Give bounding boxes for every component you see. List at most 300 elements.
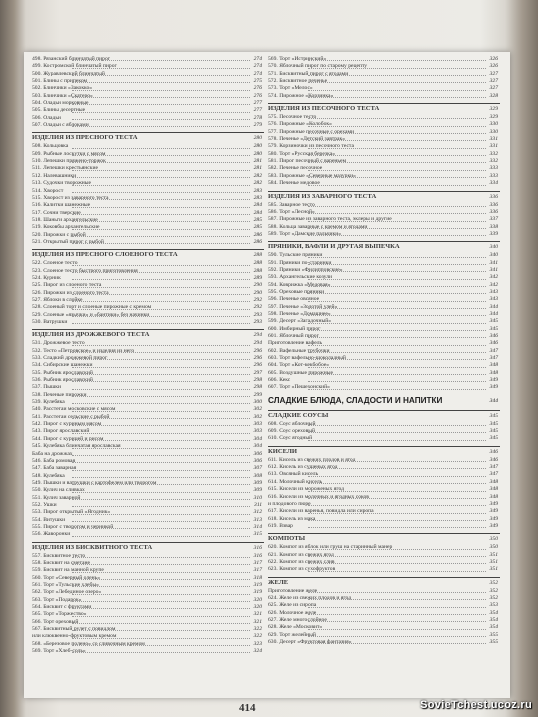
entry-title: 552. Ушки: [32, 501, 57, 508]
toc-entry: [32, 582, 264, 589]
entry-title: 621. Компот из свежих ягод: [268, 551, 334, 558]
entry-page: 340: [489, 244, 498, 251]
entry-title: 566. Торт ореховый: [32, 618, 79, 625]
entry-title: 554. Витушки: [32, 516, 66, 523]
entry-title: 541. Расстегаи сельские с рыбой: [32, 413, 110, 420]
entry-title: 630. Десерт «Фруктовая фантазия»: [268, 639, 352, 645]
entry-title: 508. Кольцовка: [32, 143, 69, 150]
entry-title: 613. Овсяный кисель: [268, 471, 319, 478]
entry-title: 576. Пирожные «Колобок»: [268, 121, 332, 128]
entry-page: 317: [253, 559, 262, 566]
toc-entry: [32, 180, 264, 187]
toc-entry: [32, 524, 264, 531]
entry-title: 522. Слоеное тесто: [32, 260, 78, 267]
entry-page: 352: [489, 579, 498, 586]
major-heading: [268, 395, 500, 407]
entry-title: 569. Торт «Хлеб-соль»: [32, 648, 86, 655]
entry-page: 306: [253, 450, 262, 457]
entry-page: 336: [489, 201, 498, 208]
entry-title: 549. Пышки и ватрушки с картофелем или творогом: [32, 479, 157, 486]
entry-page: 337: [489, 216, 498, 223]
toc-entry: [268, 523, 500, 530]
entry-page: 345: [489, 325, 498, 332]
entry-title: КОМПОТЫ: [268, 535, 306, 543]
toc-entry: [32, 188, 264, 195]
toc-entry: [32, 210, 264, 217]
entry-title: 620. Компот из яблок или груш на старинный манер: [268, 544, 393, 551]
toc-entry: [268, 559, 500, 566]
entry-title: 551. Кулич заварной: [32, 494, 81, 501]
toc-entry: [32, 480, 264, 487]
entry-title: 624. Желе из свежих плодов и ягод: [268, 594, 352, 601]
toc-entry: [268, 282, 500, 289]
entry-title: 592. Пряники «Филипповские»: [268, 266, 343, 273]
entry-title: 608. Соус яблочный: [268, 420, 316, 427]
entry-page: 347: [489, 464, 498, 471]
section-heading: [268, 191, 500, 202]
entry-title: ИЗДЕЛИЯ ИЗ ПРЕСНОГО ТЕСТА: [32, 134, 138, 142]
toc-entry: [32, 370, 264, 377]
entry-page: 333: [489, 172, 498, 179]
entry-page: 327: [489, 85, 498, 92]
toc-entry: [268, 63, 500, 70]
entry-title: 614. Молочный кисель: [268, 478, 323, 485]
toc-entry: [32, 78, 264, 85]
entry-page: 311: [254, 501, 262, 508]
entry-page: 278: [253, 114, 262, 121]
entry-page: 289: [253, 274, 262, 281]
entry-page: 280: [253, 135, 262, 142]
entry-page: 317: [253, 567, 262, 574]
entry-page: 314: [253, 523, 262, 530]
toc-entry: [268, 370, 500, 377]
entry-title: 519. Коковбы архангельские: [32, 224, 100, 231]
entry-page: 309: [253, 479, 262, 486]
toc-entry: [32, 421, 264, 428]
toc-entry: [32, 604, 264, 611]
toc-entry: [32, 619, 264, 626]
toc-entry: [32, 451, 264, 458]
entry-page: 331: [489, 136, 498, 143]
entry-page: 326: [489, 63, 498, 70]
entry-page: 313: [253, 516, 262, 523]
toc-entry: [268, 274, 500, 281]
entry-page: 350: [489, 544, 498, 551]
toc-entry: [268, 617, 500, 624]
entry-title: КИСЕЛИ: [268, 447, 298, 455]
toc-entry: [268, 457, 500, 464]
toc-entry: [32, 115, 264, 122]
entry-title: СЛАДКИЕ БЛЮДА, СЛАДОСТИ И НАПИТКИ: [268, 395, 443, 405]
entry-title: 590. Тульские пряники: [268, 252, 323, 259]
entry-title: Баба на дрожжах: [32, 450, 73, 457]
entry-page: 330: [489, 128, 498, 135]
toc-entry: [32, 312, 264, 319]
entry-title: 559. Бисквит на манной крупе: [32, 567, 104, 574]
toc-entry: [268, 224, 500, 231]
entry-title: 619. Взвар: [268, 522, 293, 529]
watermark: SovieTchest.ucoz.ru: [420, 699, 532, 711]
toc-entry: [32, 611, 264, 618]
entry-title: 545. Кулебяка блинчатая ярославская: [32, 443, 121, 450]
entry-title: 565. Торт «Торжество»: [32, 611, 87, 618]
toc-entry: [268, 516, 500, 523]
toc-entry: [32, 406, 264, 413]
entry-title: 514. Хворост: [32, 187, 64, 194]
entry-title: 521. Открытый пирог с рыбой: [32, 238, 104, 245]
toc-entry: [32, 436, 264, 443]
toc-entry: [268, 56, 500, 63]
entry-title: 550. Кулич на сливках: [32, 487, 85, 494]
section-heading: [32, 132, 264, 143]
entry-page: 344: [489, 310, 498, 317]
entry-title: 503. Блинчики «Скатеро»: [32, 92, 93, 99]
entry-title: 610. Соус ягодный: [268, 435, 313, 442]
toc-entry: [268, 471, 500, 478]
entry-title: 548. Кулебяка: [32, 472, 65, 479]
entry-page: 348: [489, 362, 498, 369]
entry-title: 627. Желе многослойное: [268, 616, 327, 623]
entry-page: 282: [253, 180, 262, 187]
toc-entry: [268, 260, 500, 267]
toc-entry: [268, 267, 500, 274]
entry-title: Приготовление вафель: [268, 340, 323, 347]
entry-page: 315: [253, 531, 262, 538]
entry-page: 286: [253, 238, 262, 245]
entry-page: 303: [253, 428, 262, 435]
entry-page: 355: [489, 639, 498, 645]
entry-page: 346: [489, 448, 498, 455]
toc-entry: [32, 531, 264, 538]
entry-page: 352: [489, 594, 498, 601]
toc-entry: [268, 311, 500, 318]
entry-title: 517. Сочни тверские: [32, 209, 81, 216]
entry-title: 602. Вафельные трубочки: [268, 347, 330, 354]
entry-page: 312: [253, 509, 262, 516]
entry-page: 336: [489, 193, 498, 200]
entry-title: 570. Яблочный пирог по старому рецепту: [268, 63, 368, 70]
toc-entry: [268, 362, 500, 369]
entry-title: 528. Слоеный торт и слоеные пирожные с кремом: [32, 304, 152, 311]
entry-page: 294: [253, 340, 262, 347]
entry-page: 275: [253, 78, 262, 85]
toc-entry: [32, 377, 264, 384]
entry-page: 316: [253, 544, 262, 551]
toc-entry: [268, 114, 500, 121]
entry-page: 277: [253, 100, 262, 107]
toc-entry: [268, 296, 500, 303]
toc-entry: [268, 384, 500, 391]
entry-page: 347: [489, 471, 498, 478]
page-number: 414: [239, 702, 256, 714]
entry-title: 581. Пирог песочный с вареньем: [268, 158, 346, 165]
entry-page: 303: [253, 421, 262, 428]
entry-title: 539. Кулебяка: [32, 399, 65, 406]
entry-page: 350: [489, 536, 498, 543]
section-heading: [268, 533, 500, 544]
entry-title: ЖЕЛЕ: [268, 578, 289, 586]
entry-page: 340: [489, 252, 498, 259]
toc-entry: [268, 136, 500, 143]
toc-entry: [32, 158, 264, 165]
entry-title: 577. Пирожные песочные с орехами: [268, 128, 354, 135]
toc-entry: [32, 107, 264, 114]
entry-page: 284: [253, 209, 262, 216]
entry-page: 349: [489, 384, 498, 391]
entry-title: 515. Хворост из заварного теста: [32, 194, 109, 201]
entry-page: 292: [253, 296, 262, 303]
toc-entry: [268, 632, 500, 639]
toc-entry: [32, 165, 264, 172]
entry-title: 558. Бисквит на сметане: [32, 559, 90, 566]
toc-entry: [32, 260, 264, 267]
entry-title: 573. Торт «Мелос»: [268, 85, 313, 92]
entry-page: 329: [489, 114, 498, 121]
entry-page: 294: [253, 332, 262, 339]
entry-title: 623. Компот из сухофруктов: [268, 566, 336, 573]
toc-entry: [32, 443, 264, 450]
toc-entry: [32, 239, 264, 246]
toc-entry: [32, 173, 264, 180]
toc-entry: [32, 384, 264, 391]
entry-page: 345: [489, 435, 498, 442]
entry-title: 505. Блины десертные: [32, 107, 86, 114]
entry-title: 594. Коврижка «Медовая»: [268, 281, 331, 288]
entry-page: 346: [489, 333, 498, 339]
entry-page: 310: [253, 494, 262, 501]
toc-entry: [268, 165, 500, 172]
entry-title: 584. Печенье медовое: [268, 180, 320, 187]
toc-entry: [268, 602, 500, 609]
entry-title: 524. Курник: [32, 274, 61, 281]
entry-page: 343: [489, 288, 498, 295]
toc-entry: [268, 318, 500, 325]
entry-page: 288: [253, 260, 262, 267]
entry-title: 537. Пышки: [32, 384, 62, 391]
entry-title: 531. Дрожжевое тесто: [32, 340, 85, 347]
entry-title: 557. Бисквитное тесто: [32, 552, 86, 559]
entry-page: 304: [253, 435, 262, 442]
entry-title: 523. Слоеное тесто быстрого приготовления: [32, 267, 138, 274]
entry-title: 526. Пирожки из слоеного теста: [32, 289, 109, 296]
toc-entry: [268, 428, 500, 435]
entry-title: 600. Имбирный пирог: [268, 325, 321, 332]
entry-title: 561. Торт «Тульские хлебы»: [32, 582, 99, 588]
entry-page: 296: [253, 355, 262, 362]
entry-page: 342: [489, 274, 498, 281]
toc-entry: [268, 158, 500, 165]
entry-title: 498. Рязанский блинчатый пирог: [32, 56, 111, 62]
entry-title: 546. Баба ромовая: [32, 457, 76, 464]
entry-page: 345: [489, 428, 498, 435]
entry-title: 617. Кисели из варенья, повидла или сиропа: [268, 508, 374, 515]
entry-page: 321: [253, 611, 262, 618]
entry-title: 606. Кекс: [268, 377, 291, 384]
toc-entry: [268, 304, 500, 311]
entry-page: 352: [489, 587, 498, 594]
toc-entry: [32, 473, 264, 480]
toc-entry: [32, 633, 264, 640]
toc-entry: [268, 340, 500, 347]
toc-entry: [268, 464, 500, 471]
entry-page: 353: [489, 602, 498, 609]
toc-entry: [32, 517, 264, 524]
section-heading: [32, 329, 264, 340]
entry-page: 297: [253, 369, 262, 376]
entry-title: 591. Пряники по-старинки: [268, 259, 332, 266]
entry-title: 529. Слоеные «язычки» и «бантики» без начинки: [32, 311, 150, 318]
toc-entry: [32, 232, 264, 239]
entry-page: 281: [253, 158, 262, 165]
entry-title: 555. Пирог с творогом и черникой: [32, 523, 114, 530]
entry-title: 607. Торт «Пешехонский»: [268, 384, 330, 391]
entry-title: 538. Печеные пирожки: [32, 391, 87, 398]
entry-title: 625. Желе из сиропа: [268, 602, 317, 609]
toc-entry: [32, 268, 264, 275]
toc-entry: [268, 121, 500, 128]
entry-page: 354: [489, 616, 498, 623]
toc-entry: [32, 319, 264, 326]
toc-entry: [32, 275, 264, 282]
entry-page: 349: [489, 508, 498, 515]
entry-title: СЛАДКИЕ СОУСЫ: [268, 411, 329, 419]
toc-entry: [268, 209, 500, 216]
entry-page: 338: [489, 223, 498, 230]
toc-entry: [32, 304, 264, 311]
entry-title: 604. Торт «Кот-кекбобое»: [268, 362, 330, 369]
toc-entry: [32, 575, 264, 582]
entry-title: 618. Кисель из мака: [268, 515, 316, 522]
entry-page: 348: [489, 369, 498, 376]
entry-title: 603. Торт вафельно-шоколадный: [268, 355, 346, 362]
toc-entry: [268, 435, 500, 442]
toc-entry: [32, 509, 264, 516]
toc-entry: [268, 595, 500, 602]
toc-entry: [32, 458, 264, 465]
toc-entry: [268, 202, 500, 209]
entry-title: 542. Пирог с куриным мясом: [32, 421, 102, 428]
toc-entry: [268, 252, 500, 259]
toc-entry: [32, 502, 264, 509]
entry-title: 579. Корзиночки из песочного теста: [268, 143, 354, 150]
toc-entry: [32, 63, 264, 70]
toc-entry: [32, 355, 264, 362]
entry-title: 500. Журавлевский блинчатый: [32, 70, 105, 77]
entry-title: 583. Пирожные «Северные мазурки»: [268, 172, 356, 179]
toc-entry: [268, 216, 500, 223]
toc-entry: [268, 78, 500, 85]
entry-page: 286: [253, 231, 262, 238]
toc-entry: [268, 93, 500, 100]
entry-page: 281: [253, 165, 262, 172]
section-heading: [268, 103, 500, 114]
entry-page: 346: [489, 340, 498, 347]
toc-entry: [32, 392, 264, 399]
toc-entry: [32, 290, 264, 297]
entry-page: 277: [253, 107, 262, 114]
entry-title: 575. Песочное тесто: [268, 114, 317, 121]
entry-page: 320: [253, 596, 262, 603]
entry-title: и плодового пюре: [268, 500, 311, 507]
toc-entry: [268, 231, 500, 238]
entry-page: 331: [489, 143, 498, 150]
entry-page: 282: [253, 172, 262, 179]
toc-entry: [268, 143, 500, 150]
entry-page: 309: [253, 487, 262, 494]
entry-title: ИЗДЕЛИЯ ИЗ ЗАВАРНОГО ТЕСТА: [268, 192, 377, 200]
entry-title: 596. Печенье овсяное: [268, 296, 320, 303]
right-column: [268, 56, 500, 646]
entry-page: 307: [253, 465, 262, 472]
entry-page: 299: [253, 391, 262, 398]
entry-page: 345: [489, 412, 498, 419]
entry-title: 553. Пирог открытый «Ягодник»: [32, 509, 111, 516]
entry-page: 349: [489, 377, 498, 384]
entry-title: 574. Пирожное «Корзинка»: [268, 92, 334, 99]
toc-entry: [32, 151, 264, 158]
entry-page: 322: [253, 626, 262, 633]
entry-page: 341: [489, 259, 498, 266]
entry-title: 525. Пирог из слоеного теста: [32, 282, 102, 289]
entry-title: 585. Заварное тесто: [268, 201, 315, 208]
toc-entry: [32, 399, 264, 406]
entry-title: 628. Желе «Московит»: [268, 624, 323, 631]
entry-page: 349: [489, 522, 498, 529]
toc-entry: [32, 71, 264, 78]
entry-title: 597. Печенье «Золотой улей»: [268, 303, 338, 310]
entry-page: 351: [489, 558, 498, 565]
toc-entry: [268, 180, 500, 187]
entry-title: 534. Сибирские шанежки: [32, 362, 93, 369]
toc-entry: [32, 465, 264, 472]
toc-entry: [268, 71, 500, 78]
entry-page: 349: [489, 515, 498, 522]
entry-title: 544. Пирог с курицей и рисом: [32, 435, 104, 442]
entry-title: или клюквенно-фруктовым кремом: [32, 633, 117, 640]
entry-page: 342: [489, 281, 498, 288]
entry-title: 504. Оладьи морковные: [32, 100, 89, 107]
entry-title: 578. Печенье «Детский завтрак»: [268, 136, 346, 143]
entry-page: 319: [253, 589, 262, 596]
entry-page: 283: [253, 194, 262, 201]
section-heading: [32, 542, 264, 553]
entry-title: 543. Пирог ярославский: [32, 428, 90, 435]
toc-entry: [32, 282, 264, 289]
toc-entry: [268, 326, 500, 333]
entry-title: 540. Расстегаи московские с мясом: [32, 406, 116, 413]
toc-entry: [268, 129, 500, 136]
entry-page: 284: [253, 202, 262, 209]
entry-title: 520. Пирожки с рыбой: [32, 231, 86, 238]
entry-title: 572. Бисквитное печенье: [268, 78, 328, 85]
toc-entry: [32, 143, 264, 150]
toc-entry: [268, 610, 500, 617]
left-column: [32, 56, 264, 655]
entry-title: 506. Оладьи: [32, 114, 61, 121]
entry-title: 611. Кисель из свежих плодов и ягод: [268, 456, 356, 463]
toc-entry: [32, 428, 264, 435]
entry-page: 347: [489, 355, 498, 362]
entry-page: 327: [489, 78, 498, 85]
toc-entry: [32, 202, 264, 209]
entry-page: 293: [253, 319, 262, 325]
toc-entry: [32, 195, 264, 202]
entry-page: 316: [253, 552, 262, 559]
entry-title: 533. Сладкий дрожжевой пирог: [32, 355, 108, 362]
section-heading: [268, 577, 500, 588]
entry-page: 349: [489, 500, 498, 507]
entry-page: 321: [253, 618, 262, 625]
